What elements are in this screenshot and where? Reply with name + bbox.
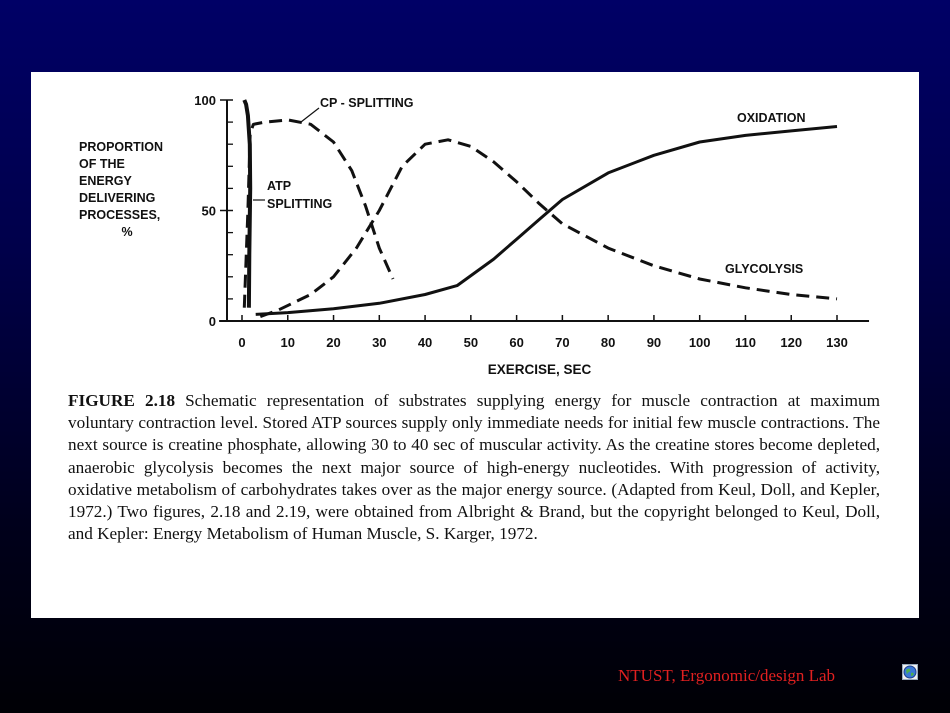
annotation-leader bbox=[301, 108, 319, 122]
series-line-cp-splitting bbox=[244, 120, 393, 308]
x-tick-label: 90 bbox=[646, 335, 662, 350]
figure-label: FIGURE 2.18 bbox=[68, 391, 176, 410]
annotation-atp: ATP bbox=[267, 179, 292, 193]
energy-processes-chart bbox=[31, 72, 919, 382]
y-axis-label-line: PROPORTION bbox=[79, 140, 164, 154]
y-tick-label: 50 bbox=[201, 203, 216, 219]
x-tick-label: 20 bbox=[326, 335, 341, 350]
y-axis-label-line: DELIVERING bbox=[79, 191, 156, 205]
x-tick-label: 0 bbox=[238, 335, 246, 350]
y-axis-label-line: OF THE bbox=[79, 157, 125, 171]
x-tick-label: 30 bbox=[372, 335, 387, 350]
caption-text: Schematic representation of substrates supplying energy for muscle contraction at maximum voluntary contraction level. Stored ATP sources supply only immediate needs for initial few muscle contractions. The next source is creatine phosphate, allowing 30 to 40 sec of muscular activity. As the creatine stores become depleted, anaerobic glycolysis becomes the next major source of high-energy nucleotides. With progression of activity, oxidative metabolism of carbohydrates takes over as the major energy source. (Adapted from Keul, Doll, and Kepler, 1972.) Two figures, 2.18 and 2.19, were obtained from Albright & Brand, but the copyright belonged to Keul, Doll, and Kepler: Energy Metabolism of Human Muscle, S. Karger, 1972. bbox=[68, 391, 880, 544]
x-tick-label: 120 bbox=[780, 335, 803, 350]
y-axis-label-line: % bbox=[121, 225, 133, 239]
x-tick-label: 60 bbox=[509, 335, 524, 350]
x-tick-label: 100 bbox=[688, 335, 711, 350]
figure-panel bbox=[31, 72, 919, 618]
annotation-oxidation: OXIDATION bbox=[737, 111, 806, 125]
x-tick-label: 80 bbox=[600, 335, 616, 350]
x-tick-label: 40 bbox=[417, 335, 433, 350]
x-tick-label: 130 bbox=[826, 335, 848, 350]
x-tick-label: 50 bbox=[463, 335, 479, 350]
annotation-cp-splitting: CP - SPLITTING bbox=[320, 96, 414, 110]
globe-icon[interactable] bbox=[902, 664, 918, 680]
x-tick-label: 70 bbox=[555, 335, 570, 350]
y-axis-label-line: ENERGY bbox=[79, 174, 132, 188]
x-tick-label: 110 bbox=[734, 335, 756, 350]
y-axis-label-line: PROCESSES, bbox=[79, 208, 161, 222]
annotation-splitting: SPLITTING bbox=[267, 197, 333, 211]
x-tick-label: 10 bbox=[280, 335, 296, 350]
x-axis-label: EXERCISE, SEC bbox=[487, 362, 592, 377]
annotation-glycolysis: GLYCOLYSIS bbox=[725, 262, 804, 276]
series-line-glycolysis bbox=[260, 140, 837, 317]
figure-caption bbox=[68, 390, 880, 545]
footer-credit: NTUST, Ergonomic/design Lab bbox=[618, 666, 836, 685]
y-tick-label: 100 bbox=[194, 93, 216, 108]
y-tick-label: 0 bbox=[208, 314, 216, 329]
